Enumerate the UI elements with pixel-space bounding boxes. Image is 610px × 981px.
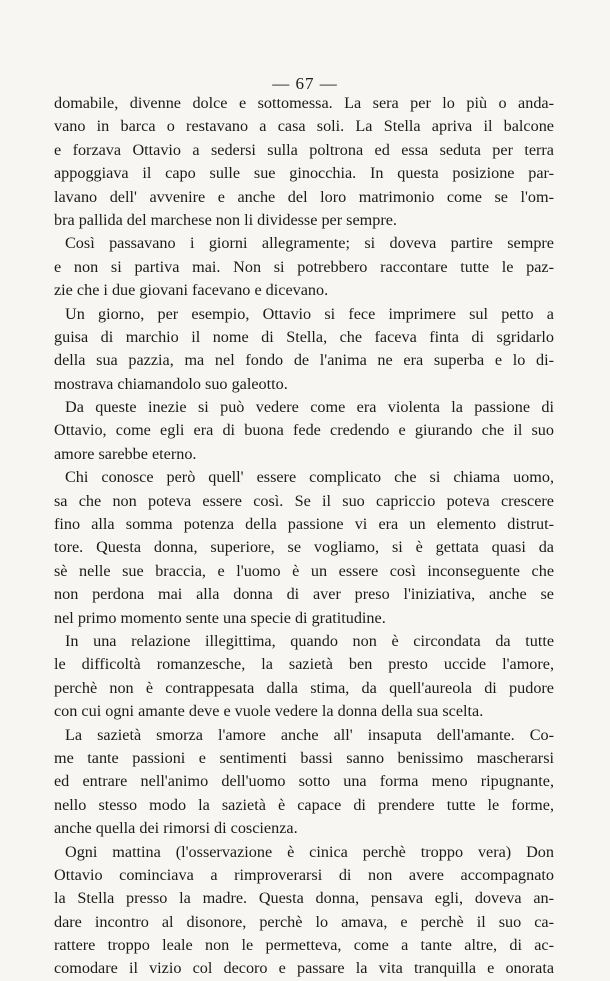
text-line: lavano dell' avvenire e anche del loro matrimonio come se l'om-	[54, 187, 554, 206]
text-line: la Stella presso la madre. Questa donna, pensava egli, doveva an-	[54, 889, 554, 908]
text-line: me tante passioni e sentimenti bassi sanno benissimo mascherarsi	[54, 748, 554, 767]
text-line: non perdona mai alla donna di aver preso l'iniziativa, anche se	[54, 585, 554, 604]
text-line: zie che i due giovani facevano e dicevano.	[54, 281, 329, 300]
text-line: Ogni mattina (l'osservazione è cinica perchè troppo vera) Don	[65, 842, 554, 861]
text-line: vano in barca o restavano a casa soli. La Stella apriva il balcone	[54, 117, 554, 136]
text-line: appoggiava il capo sulle sue ginocchia. In questa posizione par-	[54, 164, 554, 183]
text-line: Ottavio cominciava a rimproverarsi di non avere accompagnato	[54, 865, 554, 884]
text-line: rattere troppo leale non le permetteva, come a tante altre, di ac-	[54, 936, 554, 955]
text-line: nello stesso modo la sazietà è capace di prendere tutte le forme,	[54, 795, 554, 814]
text-line: guisa di marchio il nome di Stella, che faceva finta di sgridarlo	[54, 327, 554, 346]
text-line: dare incontro al disonore, perchè lo amava, e perchè il suo ca-	[54, 912, 554, 931]
text-line: perchè non è contrappesata dalla stima, da quell'aureola di pudore	[54, 678, 554, 697]
text-line: domabile, divenne dolce e sottomessa. La sera per lo più o anda-	[54, 94, 554, 112]
text-line: nel primo momento sente una specie di gratitudine.	[54, 608, 386, 627]
text-line: La sazietà smorza l'amore anche all' insaputa dell'amante. Co-	[65, 725, 554, 744]
text-line: fino alla somma potenza della passione vi era un elemento distrut-	[54, 515, 554, 534]
text-line: con cui ogni amante deve e vuole vedere la donna della sua scelta.	[54, 702, 484, 721]
text-line: Ottavio, come egli era di buona fede credendo e giurando che il suo	[54, 421, 554, 440]
text-line: mostrava chiamandolo suo galeotto.	[54, 374, 288, 393]
page-number: — 67 —	[272, 74, 338, 93]
text-line: anche quella dei rimorsi di coscienza.	[54, 819, 298, 838]
text-line: e non si partiva mai. Non si potrebbero raccontare tutte le paz-	[54, 257, 554, 276]
text-line: bra pallida del marchese non li dividesse per sempre.	[54, 210, 397, 229]
text-line: ed entrare nell'animo dell'uomo sotto una forma meno ripugnante,	[54, 772, 554, 791]
text-line: amore sarebbe eterno.	[54, 444, 197, 463]
text-line: e forzava Ottavio a sedersi sulla poltrona ed essa seduta per terra	[54, 140, 554, 159]
text-line: tore. Questa donna, superiore, se vogliamo, si è gettata quasi da	[54, 538, 554, 557]
text-line: Un giorno, per esempio, Ottavio si fece imprimere sul petto a	[65, 304, 554, 323]
text-line: Da queste inezie si può vedere come era violenta la passione di	[65, 398, 554, 417]
text-line: comodare il vizio col decoro e passare la vita tranquilla e onorata	[54, 959, 554, 978]
body-text	[54, 92, 554, 981]
text-line: Chi conosce però quell' essere complicato che si chiama uomo,	[65, 468, 554, 487]
text-line: le difficoltà romanzesche, la sazietà ben presto uccide l'amore,	[54, 655, 554, 674]
text-line: In una relazione illegittima, quando non è circondata da tutte	[65, 631, 554, 650]
text-line: della sua pazzia, ma nel fondo de l'anima ne era superba e lo di-	[54, 351, 554, 370]
text-line: sa che non poteva essere così. Se il suo capriccio poteva crescere	[54, 491, 554, 510]
text-line: sè nelle sue braccia, e l'uomo è un essere così inconseguente che	[54, 561, 554, 580]
text-line: Così passavano i giorni allegramente; si doveva partire sempre	[65, 234, 554, 253]
